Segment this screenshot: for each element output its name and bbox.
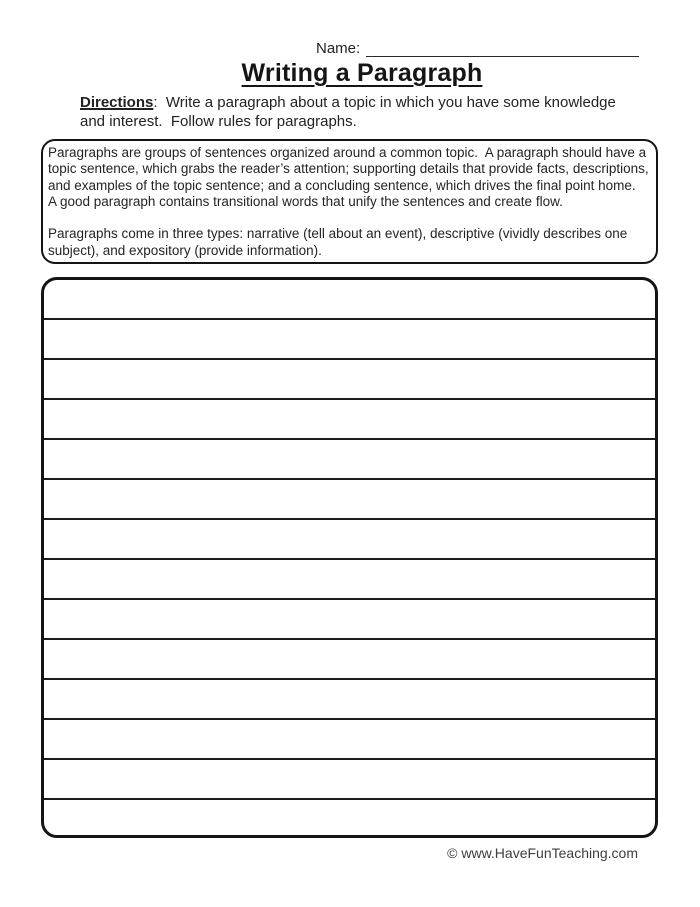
ruled-line xyxy=(44,398,655,400)
directions-line2: and interest. Follow rules for paragraphs. xyxy=(80,113,357,130)
info-box-line: and examples of the topic sentence; and a concluding sentence, which drives the final point home. xyxy=(48,177,636,193)
writing-area xyxy=(41,277,658,838)
ruled-line xyxy=(44,758,655,760)
ruled-line xyxy=(44,718,655,720)
info-box-line: subject), and expository (provide information). xyxy=(48,242,322,258)
ruled-line xyxy=(44,318,655,320)
info-box-line: A good paragraph contains transitional words that unify the sentences and create flow. xyxy=(48,193,563,209)
info-box-line: Paragraphs come in three types: narrative (tell about an event), descriptive (vividly describes one xyxy=(48,226,628,242)
name-blank-line xyxy=(366,56,639,57)
ruled-line xyxy=(44,678,655,680)
ruled-line xyxy=(44,438,655,440)
page-title: Writing a Paragraph xyxy=(241,59,483,87)
ruled-line xyxy=(44,558,655,560)
directions-line1 xyxy=(80,93,616,112)
info-box-line: topic sentence, which grabs the reader’s attention; supporting details that provide facts, descriptions, xyxy=(48,161,649,177)
info-box xyxy=(41,139,658,264)
ruled-line xyxy=(44,478,655,480)
ruled-line xyxy=(44,638,655,640)
ruled-line xyxy=(44,798,655,800)
ruled-line xyxy=(44,358,655,360)
ruled-line xyxy=(44,518,655,520)
info-box-line: Paragraphs are groups of sentences organized around a common topic. A paragraph should have a xyxy=(48,145,647,160)
directions-line1-text: : Write a paragraph about a topic in which you have some knowledge xyxy=(153,94,616,111)
name-label: Name: xyxy=(316,40,361,57)
ruled-line xyxy=(44,598,655,600)
info-box-blank-line xyxy=(48,210,651,226)
directions-label: Directions xyxy=(80,94,154,111)
footer-credit: © www.HaveFunTeaching.com xyxy=(447,845,638,861)
directions xyxy=(80,93,616,131)
